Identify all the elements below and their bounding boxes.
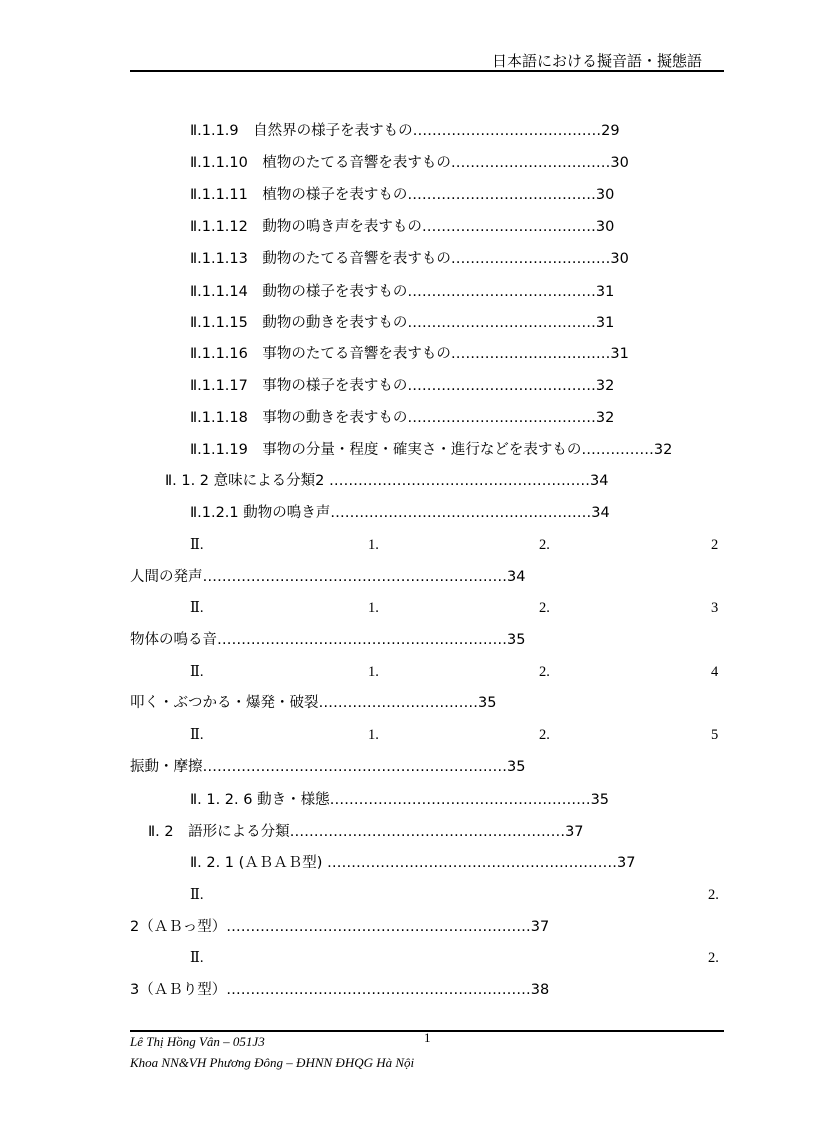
toc-entry: Ⅱ.1.1.19 事物の分量・程度・確実さ・進行などを表すもの……………32 <box>190 442 673 458</box>
split-label-a: Ⅱ. <box>190 950 204 966</box>
toc-entry: Ⅱ.1.1.12 動物の鳴き声を表すもの………………………………30 <box>190 219 615 235</box>
split-label-a: Ⅱ. <box>190 600 204 616</box>
split-label-c: 2. <box>539 664 550 680</box>
split-label-a: Ⅱ. <box>190 664 204 680</box>
split-label-d: 4 <box>711 664 719 680</box>
running-header: 日本語における擬音語・擬態語 <box>492 52 703 70</box>
split-label-b: 1. <box>368 600 379 616</box>
split-label-d: 2. <box>708 887 719 903</box>
split-label-b: 1. <box>368 664 379 680</box>
toc-entry: Ⅱ. 1. 2. 6 動き・様態………………………………………………35 <box>190 792 610 808</box>
split-label-d: 3 <box>711 600 719 616</box>
split-label-c: 2. <box>539 727 550 743</box>
toc-entry: Ⅱ. 1. 2 意味による分類2 ………………………………………………34 <box>165 473 609 489</box>
toc-continuation: 物体の鳴る音……………………………………………………35 <box>130 632 526 648</box>
split-label-a: Ⅱ. <box>190 727 204 743</box>
toc-entry: Ⅱ.1.1.17 事物の様子を表すもの…………………………………32 <box>190 378 615 394</box>
toc-entry: Ⅱ.1.1.15 動物の動きを表すもの…………………………………31 <box>190 315 615 331</box>
split-label-d: 2. <box>708 950 719 966</box>
split-label-c: 2. <box>539 537 550 553</box>
toc-entry: Ⅱ.1.1.14 動物の様子を表すもの…………………………………31 <box>190 284 615 300</box>
toc-continuation: 2（ＡＢっ型）………………………………………………………37 <box>130 919 550 935</box>
footer-department: Khoa NN&VH Phương Đông – ĐHNN ĐHQG Hà Nội <box>130 1055 415 1070</box>
toc-entry: Ⅱ.1.2.1 動物の鳴き声………………………………………………34 <box>190 505 610 521</box>
split-label-a: Ⅱ. <box>190 537 204 553</box>
page-number: 1 <box>424 1030 431 1045</box>
split-label-c: 2. <box>539 600 550 616</box>
toc-continuation: 3（ＡＢり型）………………………………………………………38 <box>130 982 550 998</box>
toc-entry: Ⅱ.1.1.16 事物のたてる音響を表すもの……………………………31 <box>190 346 629 362</box>
split-label-b: 1. <box>368 537 379 553</box>
split-label-a: Ⅱ. <box>190 887 204 903</box>
split-label-b: 1. <box>368 727 379 743</box>
toc-entry: Ⅱ.1.1.10 植物のたてる音響を表すもの……………………………30 <box>190 155 629 171</box>
toc-continuation: 叩く・ぶつかる・爆発・破裂……………………………35 <box>130 695 497 711</box>
toc-entry: Ⅱ.1.1.9 自然界の様子を表すもの…………………………………29 <box>190 123 620 139</box>
header-rule <box>130 70 724 72</box>
toc-entry: Ⅱ.1.1.18 事物の動きを表すもの…………………………………32 <box>190 410 615 426</box>
toc-continuation: 振動・摩擦………………………………………………………35 <box>130 759 526 775</box>
toc-entry: Ⅱ. 2 語形による分類…………………………………………………37 <box>148 824 584 840</box>
toc-entry: Ⅱ.1.1.13 動物のたてる音響を表すもの……………………………30 <box>190 251 629 267</box>
toc-entry: Ⅱ. 2. 1 (ＡＢＡＢ型) ……………………………………………………37 <box>190 855 636 871</box>
toc-continuation: 人間の発声………………………………………………………34 <box>130 569 526 585</box>
footer-author: Lê Thị Hồng Vân – 051J3 <box>130 1034 265 1049</box>
split-label-d: 5 <box>711 727 719 743</box>
toc-entry: Ⅱ.1.1.11 植物の様子を表すもの…………………………………30 <box>190 187 615 203</box>
split-label-d: 2 <box>711 537 719 553</box>
